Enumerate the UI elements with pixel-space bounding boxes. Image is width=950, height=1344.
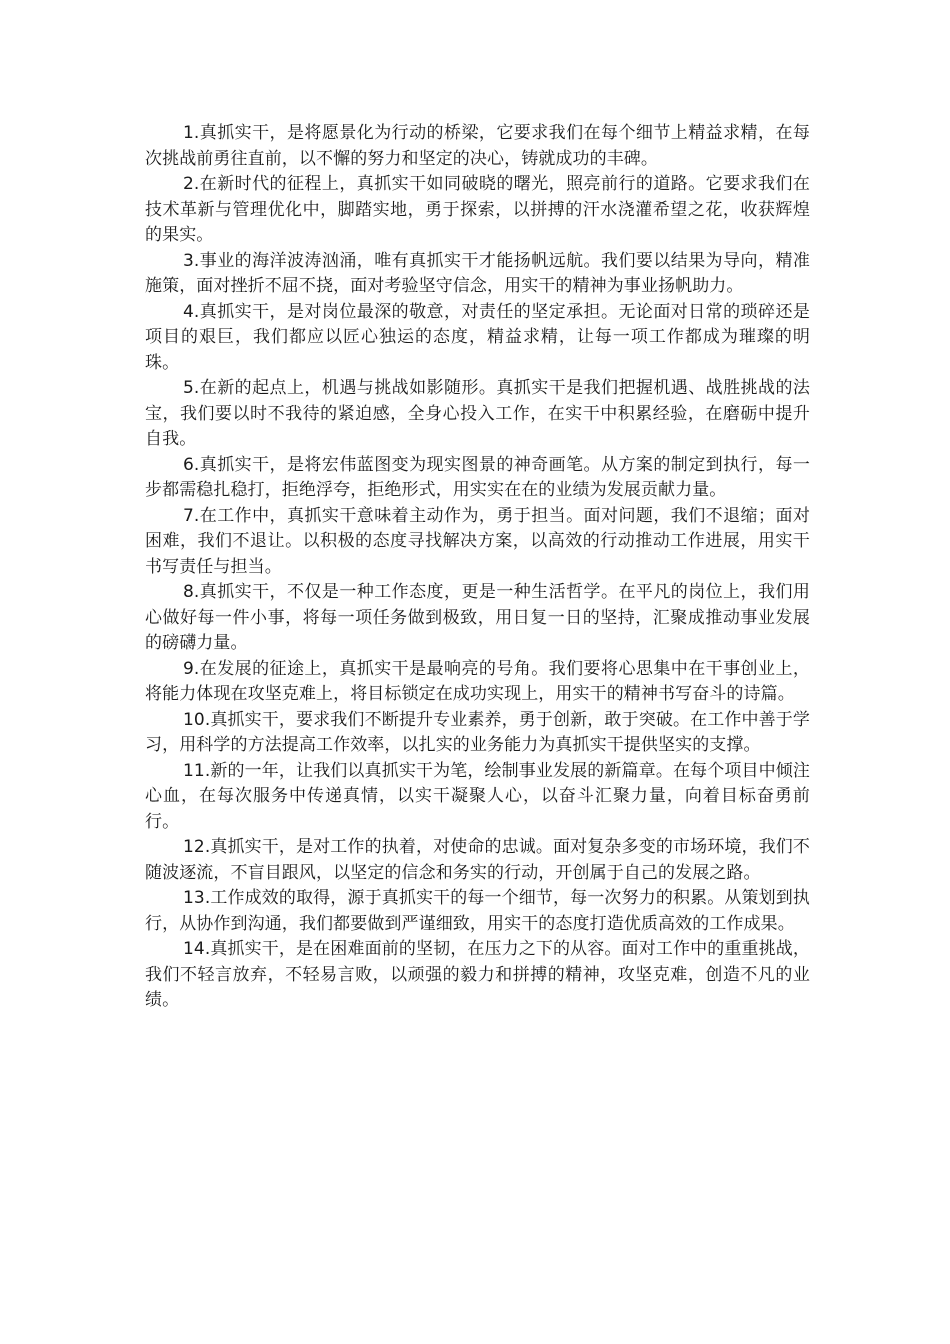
paragraph-6: 6.真抓实干，是将宏伟蓝图变为现实图景的神奇画笔。从方案的制定到执行，每一步都需稳扎稳打，拒绝浮夸，拒绝形式，用实实在在的业绩为发展贡献力量。 — [145, 454, 810, 500]
paragraph-9: 9.在发展的征途上，真抓实干是最响亮的号角。我们要将心思集中在干事创业上，将能力体现在攻坚克难上，将目标锁定在成功实现上，用实干的精神书写奋斗的诗篇。 — [145, 658, 810, 704]
paragraph-11: 11.新的一年，让我们以真抓实干为笔，绘制事业发展的新篇章。在每个项目中倾注心血，在每次服务中传递真情，以实干凝聚人心，以奋斗汇聚力量，向着目标奋勇前行。 — [145, 760, 810, 832]
paragraph-3: 3.事业的海洋波涛汹涌，唯有真抓实干才能扬帆远航。我们要以结果为导向，精准施策，面对挫折不屈不挠，面对考验坚守信念，用实干的精神为事业扬帆助力。 — [145, 250, 810, 296]
paragraph-4: 4.真抓实干，是对岗位最深的敬意，对责任的坚定承担。无论面对日常的琐碎还是项目的艰巨，我们都应以匠心独运的态度，精益求精，让每一项工作都成为璀璨的明珠。 — [145, 301, 810, 373]
paragraph-7: 7.在工作中，真抓实干意味着主动作为，勇于担当。面对问题，我们不退缩；面对困难，我们不退让。以积极的态度寻找解决方案，以高效的行动推动工作进展，用实干书写责任与担当。 — [145, 505, 810, 577]
document-body — [145, 121, 810, 1014]
paragraph-1: 1.真抓实干，是将愿景化为行动的桥梁，它要求我们在每个细节上精益求精，在每次挑战前勇往直前，以不懈的努力和坚定的决心，铸就成功的丰碑。 — [145, 123, 810, 169]
paragraph-10: 10.真抓实干，要求我们不断提升专业素养，勇于创新，敢于突破。在工作中善于学习，用科学的方法提高工作效率，以扎实的业务能力为真抓实干提供坚实的支撑。 — [145, 709, 810, 755]
paragraph-2: 2.在新时代的征程上，真抓实干如同破晓的曙光，照亮前行的道路。它要求我们在技术革新与管理优化中，脚踏实地，勇于探索，以拼搏的汗水浇灌希望之花，收获辉煌的果实。 — [145, 174, 810, 245]
paragraph-14: 14.真抓实干，是在困难面前的坚韧，在压力之下的从容。面对工作中的重重挑战，我们不轻言放弃，不轻易言败，以顽强的毅力和拼搏的精神，攻坚克难，创造不凡的业绩。 — [145, 939, 810, 1010]
paragraph-5: 5.在新的起点上，机遇与挑战如影随形。真抓实干是我们把握机遇、战胜挑战的法宝，我们要以时不我待的紧迫感，全身心投入工作，在实干中积累经验，在磨砺中提升自我。 — [145, 378, 810, 449]
paragraph-8: 8.真抓实干，不仅是一种工作态度，更是一种生活哲学。在平凡的岗位上，我们用心做好每一件小事，将每一项任务做到极致，用日复一日的坚持，汇聚成推动事业发展的磅礴力量。 — [145, 582, 810, 653]
paragraph-13: 13.工作成效的取得，源于真抓实干的每一个细节，每一次努力的积累。从策划到执行，从协作到沟通，我们都要做到严谨细致，用实干的态度打造优质高效的工作成果。 — [145, 888, 810, 934]
paragraph-12: 12.真抓实干，是对工作的执着，对使命的忠诚。面对复杂多变的市场环境，我们不随波逐流，不盲目跟风，以坚定的信念和务实的行动，开创属于自己的发展之路。 — [145, 837, 810, 883]
